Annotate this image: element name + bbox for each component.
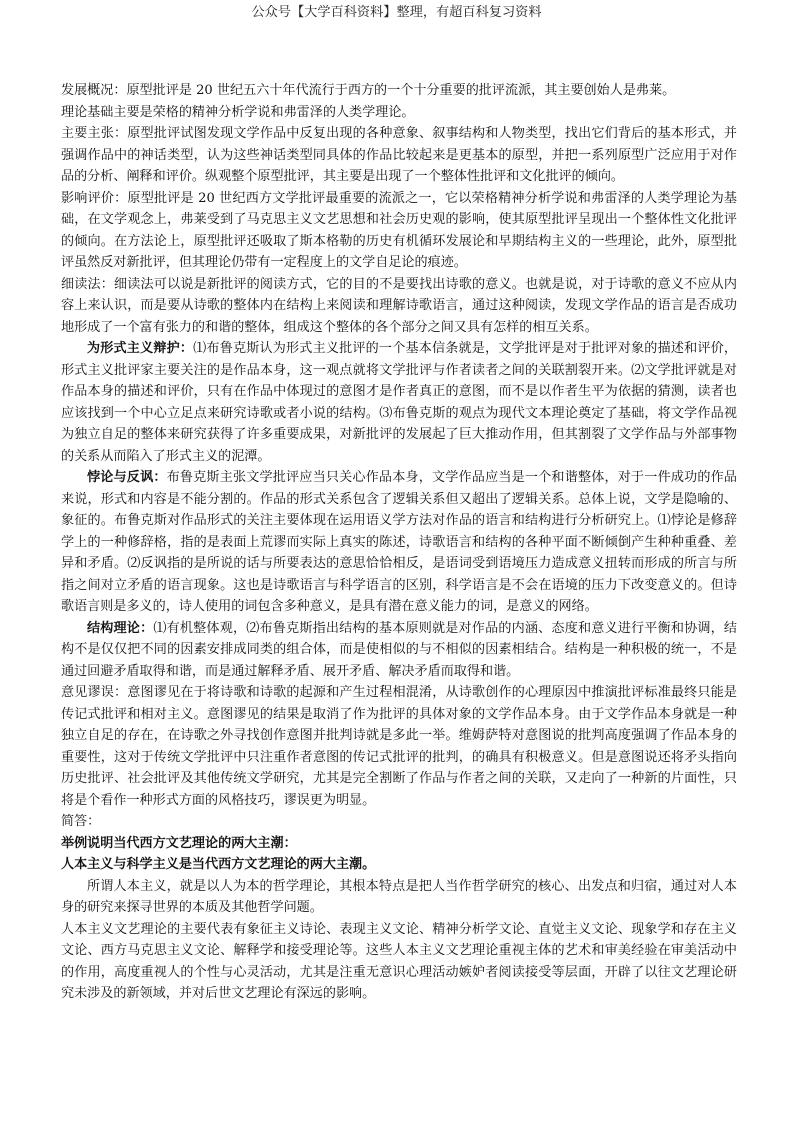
paragraph-theory-basis: 理论基础主要是荣格的精神分析学说和弗雷泽的人类学理论。	[61, 104, 415, 120]
page-header: 公众号【大学百科资料】整理，有超百科复习资料	[251, 5, 542, 20]
paragraph-short-answer: 简答：	[61, 814, 101, 829]
paragraph-close-reading: 细读法：细读法可以说是新批评的阅读方式，它的目的不是要找出诗歌的意义。也就是说，对于诗歌的意义不应从内容上来认识，而是要从诗歌的整体内在结构上来阅读和理解诗歌语言，通过这种阅读，发现文学作品的语言是否成功地形成了一个富有张力的和谐的整体，组成这个整体的各个部分之间又具有怎样的相互关系。	[61, 276, 737, 335]
paragraph-paradox-irony	[61, 467, 737, 618]
term-body: ⑴有机整体观，⑵布鲁克斯指出结构的基本原则就是对作品的内涵、态度和意义进行平衡和协调，结构不是仅仅把不同的因素安排成同类的组合体，而是使相似的与不相似的因素相结合。结构是一种积极的统一，不是通过回避矛盾取得和谐，而是通过解释矛盾、展开矛盾、解决矛盾而取得和谐。	[61, 620, 738, 679]
term-body: 布鲁克斯主张文学批评应当只关心作品本身，文学作品应当是一个和谐整体，对于一件成功的作品来说，形式和内容是不能分割的。作品的形式关系包含了逻辑关系但又超出了逻辑关系。总体上说，文学是隐喻的、象征的。布鲁克斯对作品形式的关注主要体现在运用语义学方法对作品的语言和结构进行分析研究上。⑴悖论是修辞学上的一种修辞格，指的是表面上荒谬而实际上真实的陈述，诗歌语言和结构的各种平面不断倾倒产生种种重叠、差异和矛盾。⑵反讽指的是所说的话与所要表达的意思恰恰相反，是语词受到语境压力造成意义扭转而形成的所言与所指之间对立矛盾的语言现象。这也是诗歌语言与科学语言的区别，科学语言是不会在语境的压力下改变意义的。但诗歌语言则是多义的，诗人使用的词包含多种意义，是具有潜在意义能力的词，是意义的网络。	[61, 470, 738, 614]
paragraph-structure-theory	[61, 618, 737, 683]
paragraph-answer-head: 人本主义与科学主义是当代西方文艺理论的两大主潮。	[61, 857, 376, 872]
term-body: ⑴布鲁克斯认为形式主义批评的一个基本信条就是，文学批评是对于批评对象的描述和评价，形式主义批评家主要关注的是作品本身，这一观点就将文学批评与作者读者之间的关联割裂开来。⑵文学批评就是对作品本身的描述和评价，只有在作品中体现过的意图才是作者真正的意图，而不是以作者生平为依据的猜测，读者也应该找到一个中心立足点来研究诗歌或者小说的结构。⑶布鲁克斯的观点为现代文本理论奠定了基础，将文学作品视为独立自足的整体来研究获得了许多重要成果，对新批评的发展起了巨大推动作用，但其割裂了文学作品与外部事物的关系从而陷入了形式主义的泥潭。	[61, 341, 738, 464]
paragraph-question: 举例说明当代西方文艺理论的两大主潮：	[61, 835, 297, 851]
paragraph-humanism-theories: 人本主义文艺理论的主要代表有象征主义诗论、表现主义文论、精神分析学文论、直觉主义文论、现象学和存在主义文论、西方马克思主义文论、解释学和接受理论等。这些人本主义文艺理论重视主体的艺术和审美经验在审美活动中的作用，高度重视人的个性与心灵活动，尤其是注重无意识心理活动嫉妒者阅读接受等层面，开辟了以往文艺理论研究未涉及的新领域，并对后世文艺理论有深远的影响。	[61, 921, 737, 1001]
term-label: 悖论与反讽：	[87, 470, 167, 485]
paragraph-formalism	[61, 338, 737, 467]
document-body	[61, 80, 737, 1005]
paragraph-dev-overview: 发展概况：原型批评是 20 世纪五六十年代流行于西方的一个十分重要的批评流派，其主要创始人是弗莱。	[61, 83, 676, 98]
paragraph-main-claims: 主要主张：原型批评试图发现文学作品中反复出现的各种意象、叙事结构和人物类型，找出它们背后的基本形式，并强调作品中的神话类型，认为这些神话类型同具体的作品比较起来是更基本的原型，并把一系列原型广泛应用于对作品的分析、阐释和评价。纵观整个原型批评，其主要是出现了一个整体性批评和文化批评的倾向。	[61, 126, 737, 184]
paragraph-intentional-fallacy: 意见谬误：意图谬见在于将诗歌和诗歌的起源和产生过程相混淆，从诗歌创作的心理原因中推演批评标准最终只能是传记式批评和相对主义。意图谬见的结果是取消了作为批评的具体对象的文学作品本身。由于文学作品本身就是一种独立自足的存在，在诗歌之外寻找创作意图并批判诗就是多此一举。维姆萨特对意图说的批判高度强调了作品本身的重要性，这对于传统文学批评中只注重作者意图的传记式批评的批判，的确具有积极意义。但是意图说还将矛头指向历史批评、社会批评及其他传统文学研究，尤其是完全割断了作品与作者之间的关联，又走向了一种新的片面性，只将是个看作一种形式方面的风格技巧，谬误更为明显。	[61, 685, 737, 808]
paragraph-influence: 影响评价：原型批评是 20 世纪西方文学批评最重要的流派之一，它以荣格精神分析学说和弗雷泽的人类学理论为基础，在文学观念上，弗莱受到了马克思主义文艺思想和社会历史观的影响，使其原型批评呈现出一个整体性文化批评的倾向。在方法论上，原型批评还吸取了斯本格勒的历史有机循环发展论和早期结构主义的一些理论，此外，原型批评虽然反对新批评，但其理论仍带有一定程度上的文学自足论的痕迹。	[61, 190, 737, 270]
term-label: 为形式主义辩护：	[87, 341, 194, 356]
paragraph-humanism-def: 所谓人本主义，就是以人为本的哲学理论，其根本特点是把人当作哲学研究的核心、出发点和归宿，通过对人本身的研究来探寻世界的本质及其他哲学问题。	[61, 878, 737, 915]
term-label: 结构理论：	[87, 620, 154, 636]
